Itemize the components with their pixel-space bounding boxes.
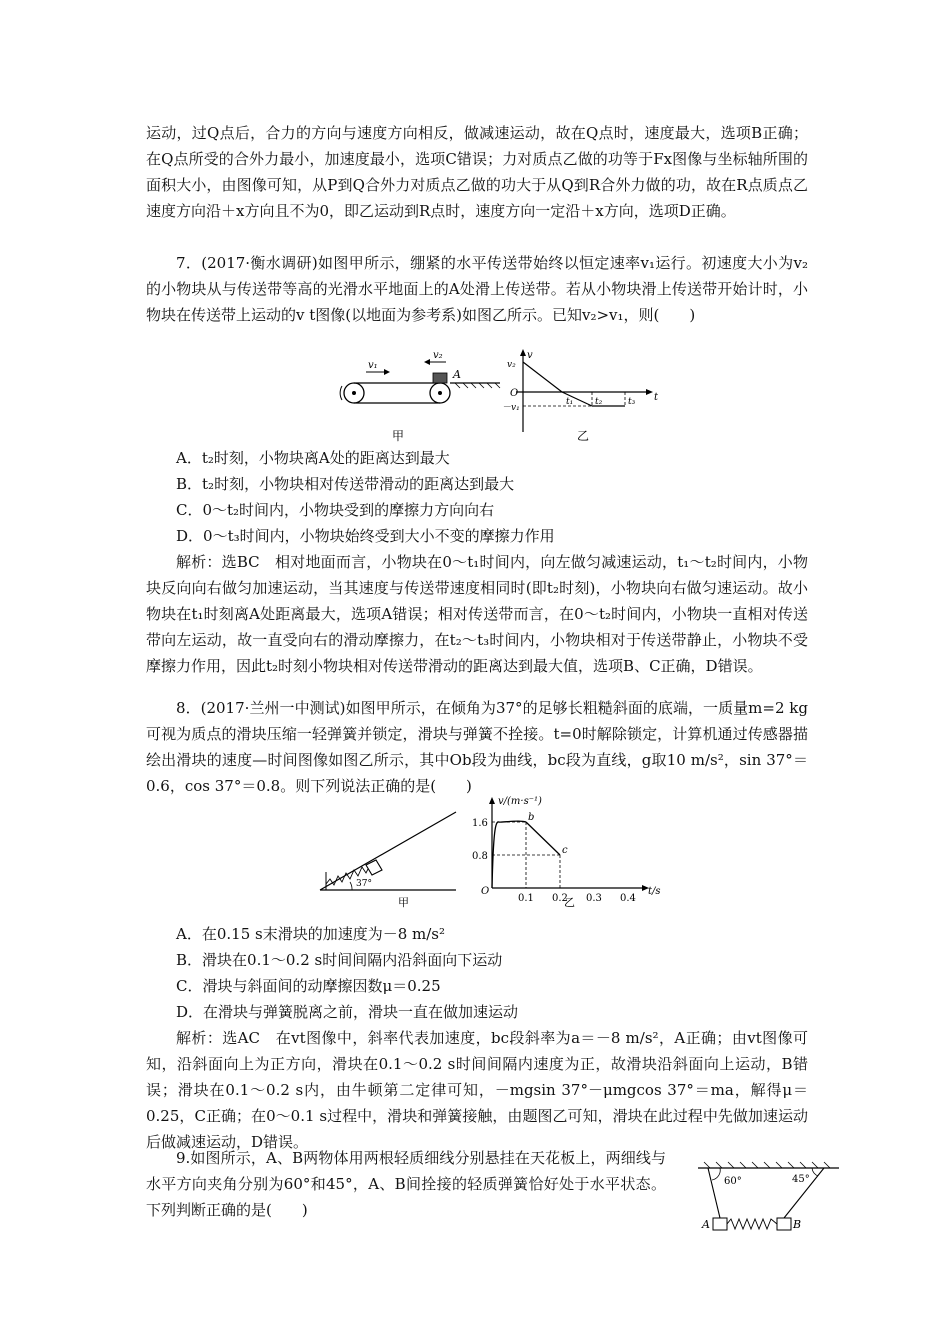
question-8-option-b: B．滑块在0.1～0.2 s时间间隔内沿斜面向下运动 [176, 951, 503, 969]
x-tick-0.3: 0.3 [586, 893, 602, 904]
axis-t-label: t/s [648, 886, 661, 897]
vt-graph [502, 349, 659, 443]
question-8-figure [316, 792, 676, 910]
angle-60-label: 60° [724, 1176, 742, 1187]
question-8-option-d: D．在滑块与弹簧脱离之前，滑块一直在做加速运动 [176, 1003, 519, 1021]
y-tick-0.8: 0.8 [472, 851, 488, 862]
x-tick-0.1: 0.1 [518, 893, 534, 904]
question-8-stem: 8．(2017·兰州一中测试)如图甲所示，在倾角为37°的足够长粗糙斜面的底端，一质量m=2 kg可视为质点的滑块压缩一轻弹簧并锁定，滑块与弹簧不拴接。t=0时解除锁定，计算机通过传感器描绘出滑块的速度—时间图像如图乙所示，其中Ob段为曲线，bc段为直线，g取10 m/s²，sin 37°＝0.6，cos 37°＝0.8。则下列说法正确的是( ) [146, 699, 808, 795]
block-A [713, 1218, 727, 1230]
block [433, 373, 447, 383]
question-9-figure [696, 1158, 841, 1246]
v2-label: v₂ [433, 350, 443, 361]
question-7-stem: 7．(2017·衡水调研)如图甲所示，绷紧的水平传送带始终以恒定速率v₁运行。初速度大小为v₂的小物块从与传送带等高的光滑水平地面上的A处滑上传送带。若从小物块滑上传送带开始计时，小物块在传送带上运动的v t图像(以地面为参考系)如图乙所示。已知v₂>v₁，则( ) [146, 254, 808, 324]
q8-vt-chart [472, 796, 661, 909]
tick-v2-label: v₂ [507, 360, 516, 370]
incline-diagram [320, 812, 456, 909]
y-tick-1.6: 1.6 [472, 818, 488, 829]
figure-yi-label: 乙 [577, 429, 590, 443]
figure-yi-label: 乙 [564, 896, 575, 909]
x-tick-0.4: 0.4 [620, 893, 636, 904]
question-9-stem: 9.如图所示，A、B两物体用两根轻质细线分别悬挂在天花板上，两细线与水平方向夹角分别为60°和45°，A、B间拴接的轻质弹簧恰好处于水平状态。下列判断正确的是( ) [146, 1149, 666, 1219]
question-7-option-b: B．t₂时刻，小物块相对传送带滑动的距离达到最大 [176, 475, 515, 493]
spring [727, 1219, 777, 1229]
axis-v-label: v [527, 350, 533, 361]
angle-37-label: 37° [356, 879, 372, 889]
question-7-option-a: A．t₂时刻，小物块离A处的距离达到最大 [176, 449, 450, 467]
curve-Ob [492, 821, 526, 888]
t1-label: t₁ [566, 397, 574, 407]
question-8-option-c: C．滑块与斜面间的动摩擦因数μ＝0.25 [176, 977, 441, 995]
question-7-option-c: C．0～t₂时间内，小物块受到的摩擦力方向向右 [176, 501, 495, 519]
question-7-option-d: D．0～t₃时间内，小物块始终受到大小不变的摩擦力作用 [176, 527, 555, 545]
axis-t-label: t [654, 392, 659, 403]
figure-jia-label: 甲 [392, 429, 405, 443]
question-8-analysis: 解析：选AC 在vt图像中，斜率代表加速度，bc段斜率为a＝－8 m/s²，A正确；由vt图像可知，沿斜面向上为正方向，滑块在0.1～0.2 s时间间隔内速度为正，故滑块沿斜面向上运动，B错误；滑块在0.1～0.2 s内，由牛顿第二定律可知，－mgsin 37°－μmgcos 37°＝ma，解得μ＝0.25，C正确；在0～0.1 s过程中，滑块和弹簧接触，由题图乙可知，滑块在此过程中先做加速运动后做减速运动，D错误。 [146, 1029, 808, 1151]
segment-bc [526, 822, 560, 855]
label-B: B [793, 1218, 802, 1231]
origin-label: O [481, 886, 490, 897]
x-tick-0.2: 0.2 [552, 893, 568, 904]
question-8-option-a: A．在0.15 s末滑块的加速度为－8 m/s² [176, 925, 445, 943]
t2-label: t₂ [595, 397, 603, 407]
tick-neg-v1-label: －v₁ [502, 403, 520, 413]
previous-analysis-continuation: 运动，过Q点后，合力的方向与速度方向相反，做减速运动，故在Q点时，速度最大，选项B正确；在Q点所受的合外力最小，加速度最小，选项C错误；力对质点乙做的功等于Fx图像与坐标轴所围的面积大小，由图像可知，从P到Q合外力对质点乙做的功大于从Q到R合外力做的功，故在R点质点乙速度方向沿＋x方向且不为0，即乙运动到R点时，速度方向一定沿＋x方向，选项D正确。 [146, 124, 808, 220]
block-B [777, 1218, 791, 1230]
figure-jia-label: 甲 [398, 896, 409, 909]
question-7-analysis: 解析：选BC 相对地面而言，小物块在0～t₁时间内，向左做匀减速运动，t₁～t₂时间内，小物块反向向右做匀加速运动，当其速度与传送带速度相同时(即t₂时刻)，小物块向右做匀速运动。故小物块在t₁时刻离A处距离最大，选项A错误；相对传送带而言，在0～t₂时间内，小物块一直相对传送带向左运动，故一直受向右的滑动摩擦力，在t₂～t₃时间内，小物块相对于传送带静止，小物块不受摩擦力作用，因此t₂时刻小物块相对传送带滑动的距离达到最大值，选项B、C正确，D错误。 [146, 553, 808, 675]
v1-label: v₁ [368, 360, 378, 371]
point-c-label: c [562, 845, 568, 856]
question-7-figure [330, 348, 670, 452]
t3-label: t₃ [628, 397, 636, 407]
axis-v-label: v/(m·s⁻¹) [498, 796, 542, 807]
point-A-label: A [453, 368, 461, 381]
conveyor-diagram [340, 350, 500, 443]
point-b-label: b [528, 812, 535, 823]
label-A: A [702, 1218, 710, 1231]
origin-label: O [510, 388, 519, 399]
angle-45-label: 45° [792, 1174, 810, 1185]
